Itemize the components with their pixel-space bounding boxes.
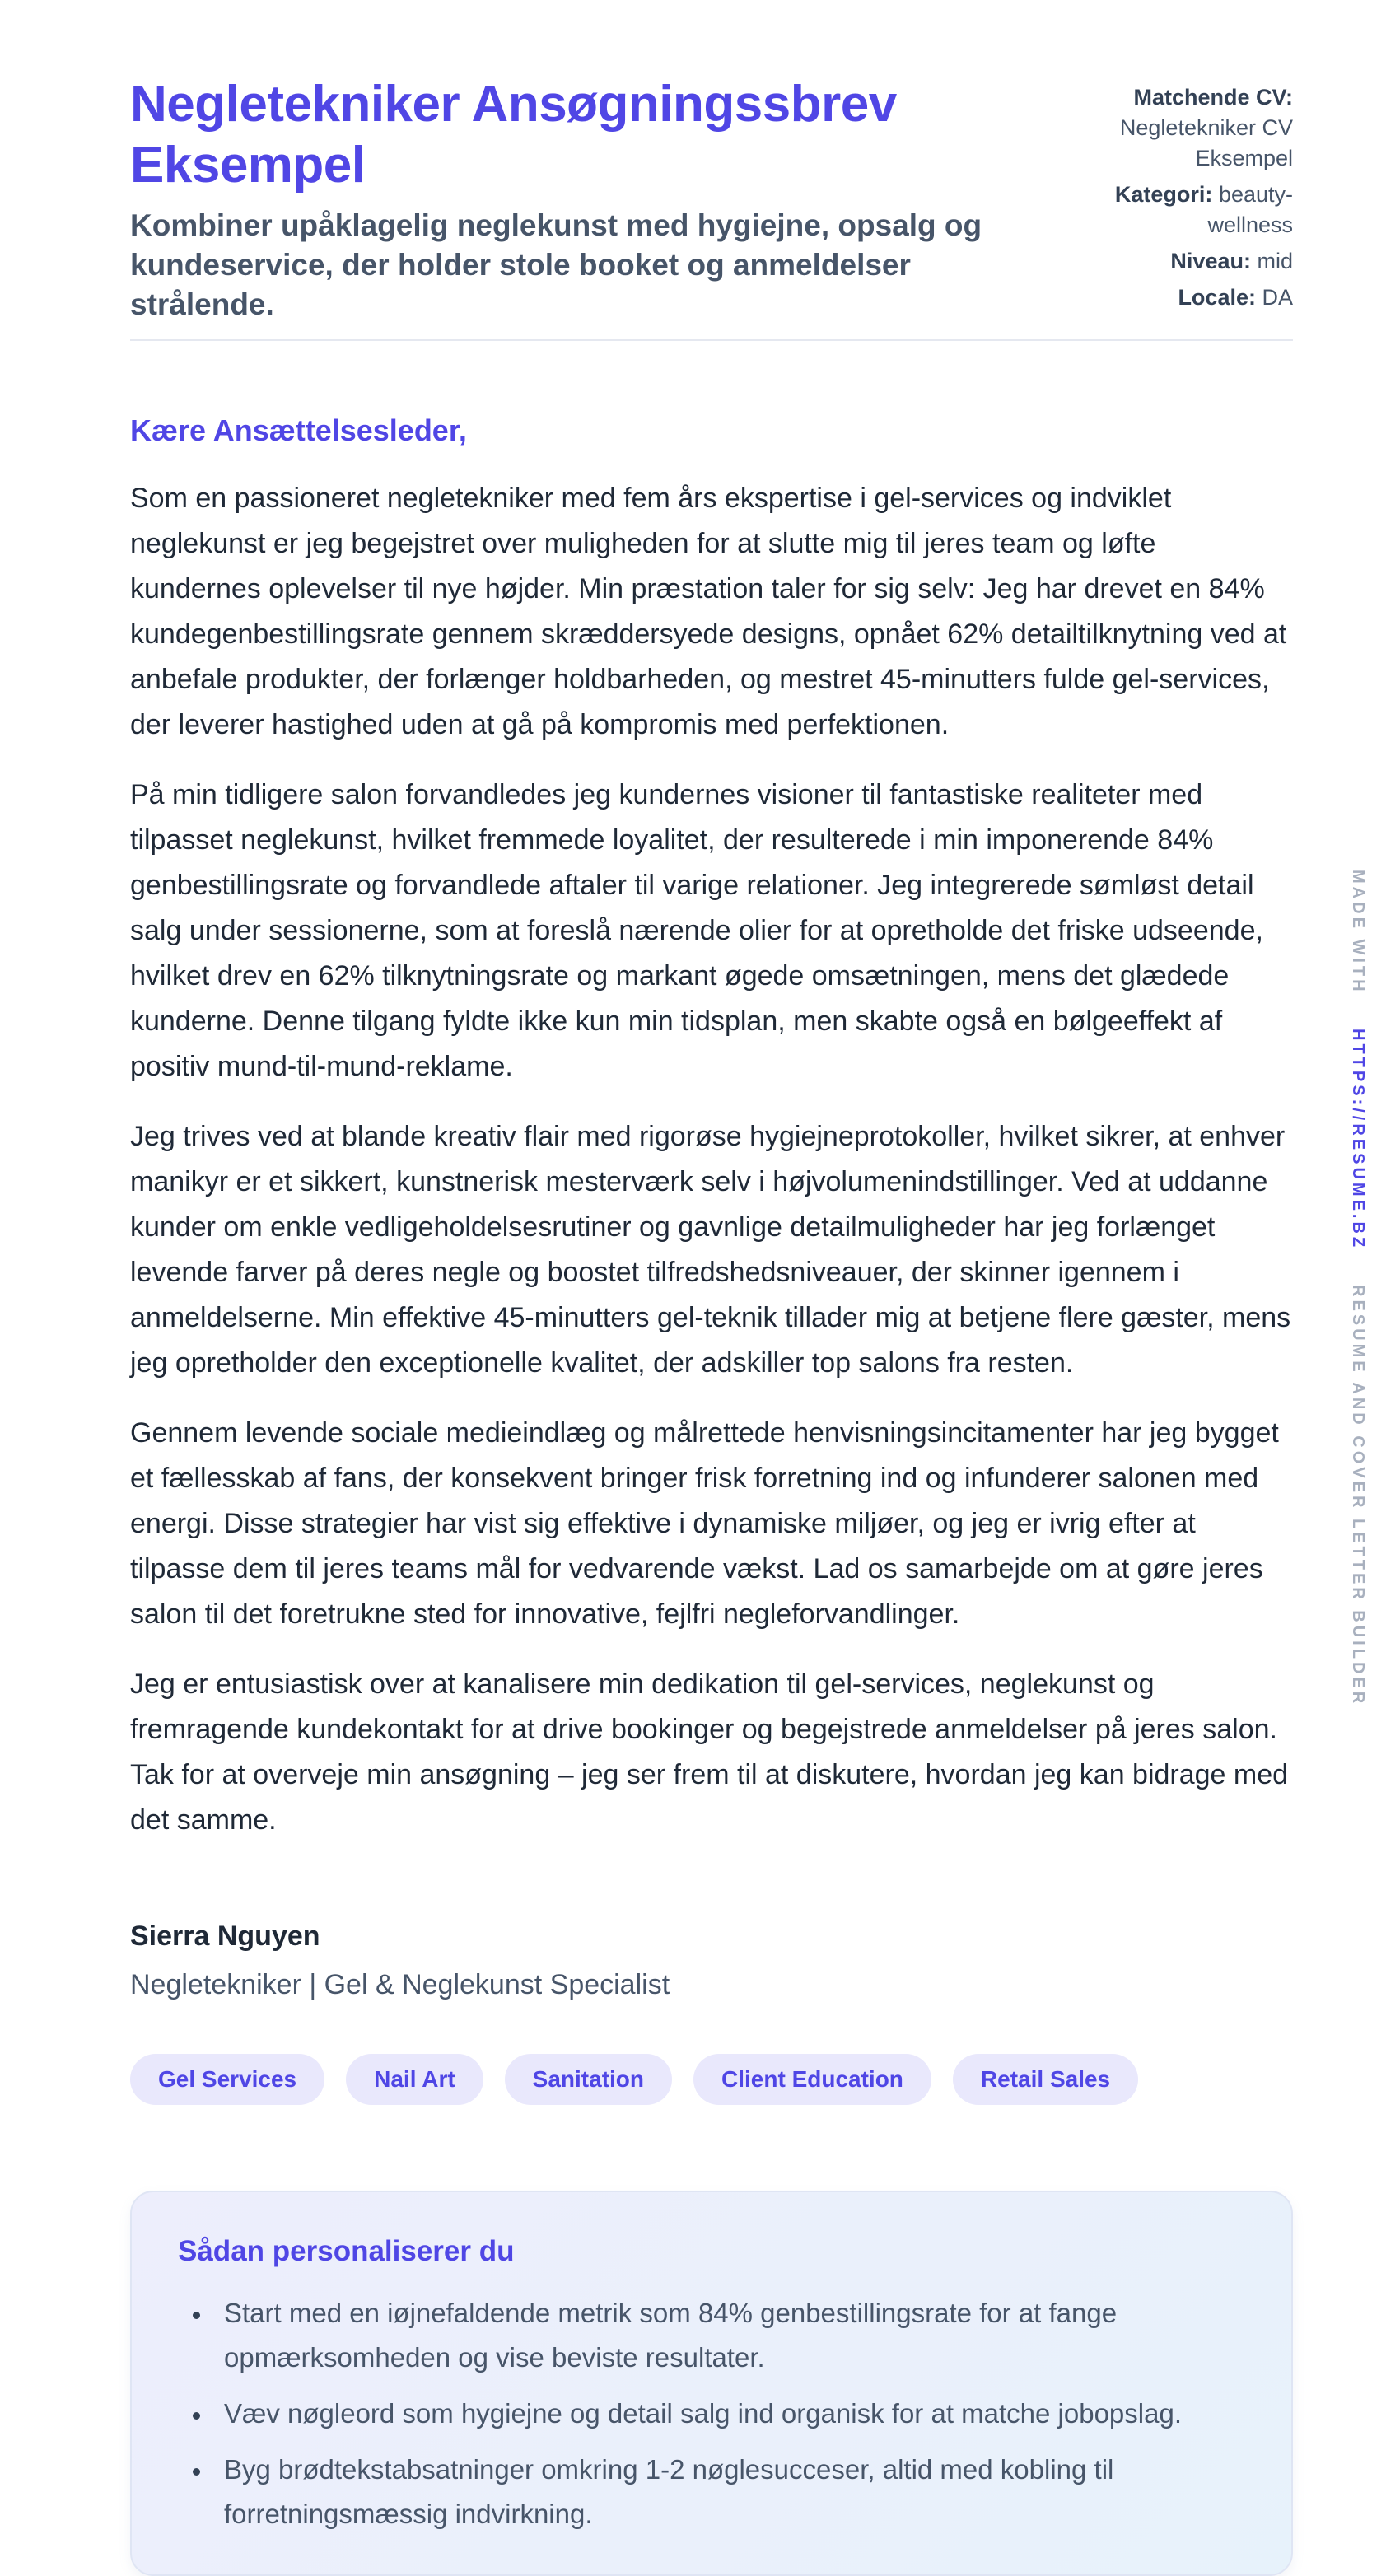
tip-item-3: • Byg brødtekstabsatninger omkring 1-2 nøglesucceser, altid med kobling til forretningsmæssig indvirkning.: [212, 2448, 1245, 2536]
meta-locale-value: DA: [1262, 285, 1293, 310]
meta-matching-cv-value: Negletekniker CV Eksempel: [1119, 115, 1293, 170]
letter-paragraph-5: Jeg er entusiastisk over at kanalisere min dedikation til gel-services, neglekunst og fremragende kundekontakt for at drive bookinger og begejstrede anmeldelser på jeres salon. Tak for at overveje min ansøgning – jeg ser frem til at diskutere, hvordan jeg kan bidrage med det samme.: [130, 1668, 1289, 1836]
meta-matching-cv-label: Matchende CV:: [1133, 85, 1293, 110]
page-title: Negletekniker Ansøgningssbrev Eksempel: [130, 76, 897, 194]
cover-letter-page: [130, 0, 1293, 2576]
resume-bz-link[interactable]: HTTPS://RESUME.BZ: [1349, 1029, 1367, 1251]
header: [130, 74, 1293, 324]
meta-category-label: Kategori:: [1114, 182, 1213, 207]
made-with-banner: [1348, 870, 1367, 1706]
skill-tags: [130, 2054, 1293, 2105]
salutation: Kære Ansættelsesleder,: [130, 413, 467, 447]
tip-item-1: • Start med en iøjnefaldende metrik som 84% genbestillingsrate for at fange opmærksomheden og vise beviste resultater.: [212, 2291, 1245, 2380]
skill-tag-gel-services: Gel Services: [130, 2054, 324, 2105]
meta-matching-cv: [1046, 82, 1293, 174]
letter-paragraph-4: Gennem levende sociale medieindlæg og målrettede henvisningsincitamenter har jeg bygget et fællesskab af fans, der konsekvent bringer frisk forretning ind og infunderer salonen med energi. Disse strategier har vist sig effektive i dynamiske miljøer, og jeg er ivrig efter at tilpasse dem til jeres teams mål for vedvarende vækst. Lad os samarbejde om at gøre jeres salon til det foretrukne sted for innovative, fejlfri negleforvandlinger.: [130, 1417, 1279, 1630]
page-subtitle: Kombiner upåklagelig neglekunst med hygiejne, opsalg og kundeservice, der holder stole booket og anmeldelser strålende.: [130, 208, 982, 321]
meta-category: [1046, 180, 1293, 240]
signature-title: Negletekniker | Gel & Neglekunst Specialist: [130, 1969, 670, 2000]
letter-paragraph-3: Jeg trives ved at blande kreativ flair med rigorøse hygiejneprotokoller, hvilket sikrer, at enhver manikyr er et sikkert, kunstnerisk mesterværk selv i højvolumenindstillinger. Ved at uddanne kunder om enkle vedligeholdelsesrutiner og gavnlige detailmuligheder har jeg forlænget levende farver på deres negle og boostet tilfredshedsniveauer, der skinner igennem i anmeldelserne. Min effektive 45-minutters gel-teknik tillader mig at betjene flere gæster, mens jeg opretholder den exceptionelle kvalitet, der adskiller top salons fra resten.: [130, 1121, 1291, 1379]
meta-locale-label: Locale:: [1178, 285, 1256, 310]
meta-level: [1046, 246, 1293, 277]
made-with-label: MADE WITH: [1349, 870, 1367, 995]
skill-tag-nail-art: Nail Art: [346, 2054, 483, 2105]
meta-locale: [1046, 282, 1293, 313]
header-divider: [130, 339, 1293, 341]
tips-list: [178, 2291, 1245, 2536]
skill-tag-client-education: Client Education: [693, 2054, 931, 2105]
letter-paragraph-1: Som en passioneret negletekniker med fem års ekspertise i gel-services og indviklet neglekunst er jeg begejstret over muligheden for at slutte mig til jeres team og løfte kundernes oplevelser til nye højder. Min præstation taler for sig selv: Jeg har drevet en 84% kundegenbestillingsrate gennem skræddersyede designs, opnået 62% detailtilknytning ved at anbefale produkter, der forlænger holdbarheden, og mestret 45-minutters fulde gel-services, der leverer hastighed uden at gå på kompromis med perfektionen.: [130, 483, 1287, 740]
meta-category-value: beauty-wellness: [1207, 182, 1293, 237]
signature-name: Sierra Nguyen: [130, 1920, 320, 1952]
builder-label: RESUME AND COVER LETTER BUILDER: [1349, 1284, 1367, 1706]
skill-tag-retail-sales: Retail Sales: [953, 2054, 1138, 2105]
tip-item-2: • Væv nøgleord som hygiejne og detail salg ind organisk for at matche jobopslag.: [212, 2392, 1245, 2436]
letter-body: [130, 410, 1293, 2008]
letter-paragraph-2: På min tidligere salon forvandledes jeg kundernes visioner til fantastiske realiteter med tilpasset neglekunst, hvilket fremmede loyalitet, der resulterede i min imponerende 84% genbestillingsrate og forvandlede aftaler til varige relationer. Jeg integrerede sømløst detail salg under sessionerne, som at foreslå nærende olier for at opretholde det friske udseende, hvilket drev en 62% tilknytningsrate og markant øgede omsætningen, mens det glædede kunderne. Denne tilgang fyldte ikke kun min tidsplan, men skabte også en bølgeeffekt af positiv mund-til-mund-reklame.: [130, 779, 1263, 1082]
skill-tag-sanitation: Sanitation: [505, 2054, 672, 2105]
personalization-tips-card: [130, 2191, 1293, 2576]
header-title-block: [130, 74, 1005, 324]
tips-heading: Sådan personaliserer du: [178, 2235, 515, 2267]
meta-level-label: Niveau:: [1170, 249, 1251, 273]
meta-panel: [1046, 74, 1293, 324]
meta-level-value: mid: [1257, 249, 1293, 273]
